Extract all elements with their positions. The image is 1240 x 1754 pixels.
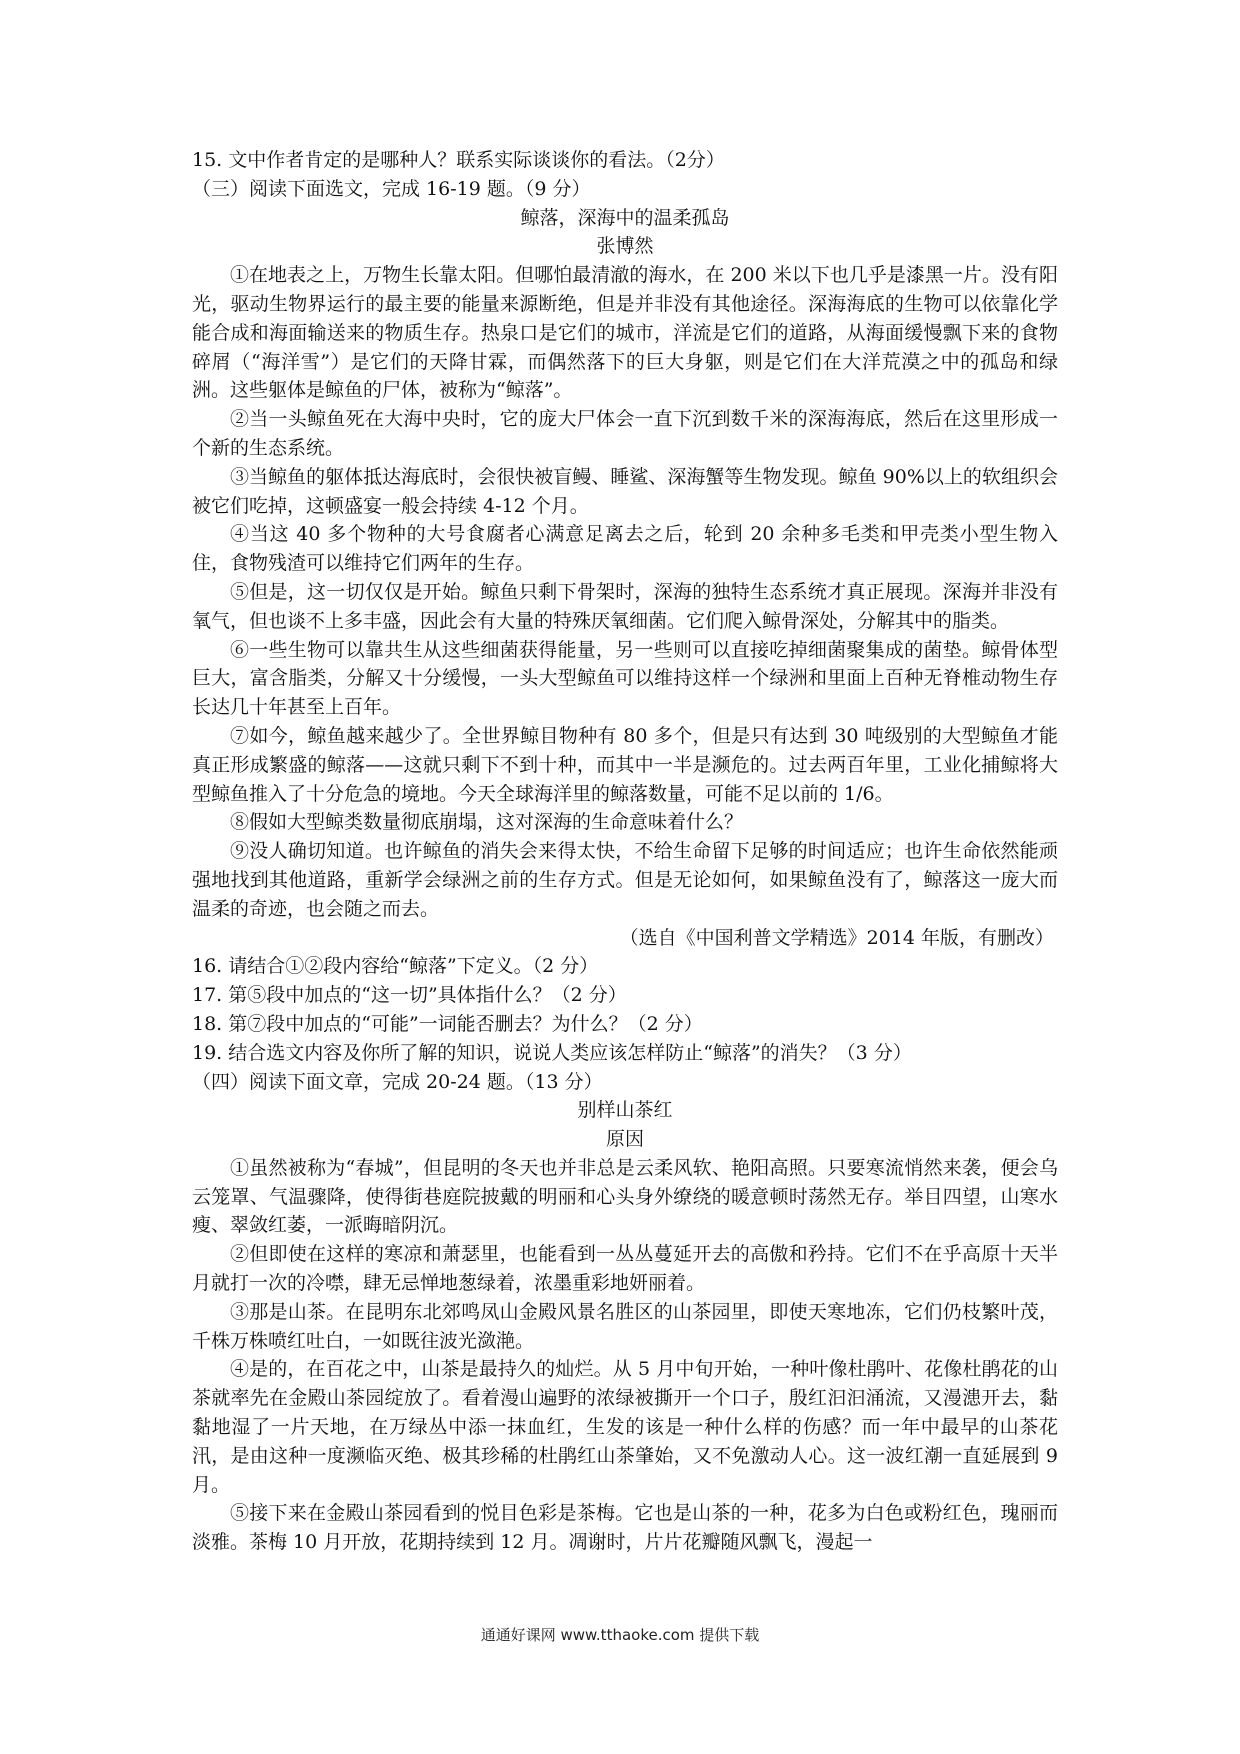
paragraph: ⑨没人确切知道。也许鲸鱼的消失会来得太快，不给生命留下足够的时间适应；也许生命依然能顽强地找到其他道路，重新学会绿洲之前的生存方式。但是无论如何，如果鲸鱼没有了，鲸落这一庞大而温柔的奇迹，也会随之而去。	[192, 840, 1058, 920]
paragraph: ⑤接下来在金殿山茶园看到的悦目色彩是茶梅。它也是山茶的一种，花多为白色或粉红色，瑰丽而淡雅。茶梅 10 月开放，花期持续到 12 月。凋谢时，片片花瓣随风飘飞，漫起一	[192, 1502, 1058, 1554]
paragraph: ④是的，在百花之中，山茶是最持久的灿烂。从 5 月中旬开始，一种叶像杜鹃叶、花像杜鹃花的山茶就率先在金殿山茶园绽放了。看着漫山遍野的浓绿被撕开一个口子，殷红汩汩涌流，又漫漶开去，黏黏地湿了一片天地，在万绿丛中添一抹血红，生发的该是一种什么样的伤感？而一年中最早的山茶花汛，是由这种一度濒临灭绝、极其珍稀的杜鹃红山茶肇始，又不免激动人心。这一波红潮一直延展到 9 月。	[192, 1358, 1058, 1496]
paragraph: ③那是山茶。在昆明东北郊鸣凤山金殿风景名胜区的山茶园里，即使天寒地冻，它们仍枝繁叶茂，千株万株喷红吐白，一如既往波光潋滟。	[192, 1300, 1058, 1352]
source-citation: （选自《中国利普文学精选》2014 年版，有删改）	[619, 926, 1054, 949]
question-15: 15. 文中作者肯定的是哪种人？联系实际谈谈你的看法。（2分）	[192, 149, 725, 171]
paragraph: ⑧假如大型鲸类数量彻底崩塌，这对深海的生命意味着什么？	[230, 811, 744, 834]
question-16: 16. 请结合①②段内容给“鲸落”下定义。（2 分）	[192, 955, 599, 978]
section-4-header: （四）阅读下面文章，完成 20-24 题。（13 分）	[192, 1070, 603, 1093]
section-3-header: （三）阅读下面选文，完成 16-19 题。（9 分）	[192, 177, 591, 200]
paragraph: ④当这 40 多个物种的大号食腐者心满意足离去之后，轮到 20 余种多毛类和甲壳类小型生物入住，食物残渣可以维持它们两年的生存。	[192, 523, 1058, 575]
article-title: 别样山茶红	[577, 1099, 673, 1122]
question-19: 19. 结合选文内容及你所了解的知识，说说人类应该怎样防止“鲸落”的消失？（3 分）	[192, 1041, 912, 1064]
page-footer: 通通好课网 www.tthaoke.com 提供下载	[480, 1626, 760, 1644]
paragraph: ②但即使在这样的寒凉和萧瑟里，也能看到一丛丛蔓延开去的高傲和矜持。它们不在乎高原十天半月就打一次的冷噤，肆无忌惮地葱绿着，浓墨重彩地妍丽着。	[192, 1243, 1058, 1295]
paragraph: ①虽然被称为“春城”，但昆明的冬天也并非总是云柔风软、艳阳高照。只要寒流悄然来袭，便会乌云笼罩、气温骤降，使得街巷庭院披戴的明丽和心头身外缭绕的暖意顿时荡然无存。举目四望，山寒水瘦、翠敛红萎，一派晦暗阴沉。	[192, 1156, 1058, 1237]
question-18: 18. 第⑦段中加点的“可能”一词能否删去？为什么？（2 分）	[192, 1012, 703, 1035]
paragraph: ⑤但是，这一切仅仅是开始。鲸鱼只剩下骨架时，深海的独特生态系统才真正展现。深海并非没有氧气，但也谈不上多丰盛，因此会有大量的特殊厌氧细菌。它们爬入鲸骨深处，分解其中的脂类。	[192, 580, 1058, 632]
paragraph: ②当一头鲸鱼死在大海中央时，它的庞大尸体会一直下沉到数千米的深海海底，然后在这里形成一个新的生态系统。	[192, 408, 1058, 459]
article-title: 鲸落，深海中的温柔孤岛	[520, 206, 730, 229]
article-author: 原因	[605, 1128, 644, 1151]
article-author: 张博然	[596, 235, 654, 258]
paragraph: ①在地表之上，万物生长靠太阳。但哪怕最清澈的海水，在 200 米以下也几乎是漆黑一片。没有阳光，驱动生物界运行的最主要的能量来源断绝，但是并非没有其他途径。深海海底的生物可以依靠化学能合成和海面输送来的物质生存。热泉口是它们的城市，洋流是它们的道路，从海面缓慢飘下来的食物碎屑（“海洋雪”）是它们的天降甘霖，而偶然落下的巨大身躯，则是它们在大洋荒漠之中的孤岛和绿洲。这些躯体是鲸鱼的尸体，被称为“鲸落”。	[192, 264, 1058, 402]
question-17: 17. 第⑤段中加点的“这一切”具体指什么？（2 分）	[192, 984, 627, 1007]
document-page	[192, 146, 1058, 1557]
paragraph: ⑦如今，鲸鱼越来越少了。全世界鲸目物种有 80 多个，但是只有达到 30 吨级别的大型鲸鱼才能真正形成繁盛的鲸落——这就只剩下不到十种，而其中一半是濒危的。过去两百年里，工业化捕鲸将大型鲸鱼推入了十分危急的境地。今天全球海洋里的鲸落数量，可能不足以前的 1/6。	[192, 724, 1058, 805]
paragraph: ⑥一些生物可以靠共生从这些细菌获得能量，另一些则可以直接吃掉细菌聚集成的菌垫。鲸骨体型巨大，富含脂类，分解又十分缓慢，一头大型鲸鱼可以维持这样一个绿洲和里面上百种无脊椎动物生存长达几十年甚至上百年。	[192, 638, 1058, 719]
paragraph: ③当鲸鱼的躯体抵达海底时，会很快被盲鳗、睡鲨、深海蟹等生物发现。鲸鱼 90%以上的软组织会被它们吃掉，这顿盛宴一般会持续 4-12 个月。	[192, 465, 1058, 517]
